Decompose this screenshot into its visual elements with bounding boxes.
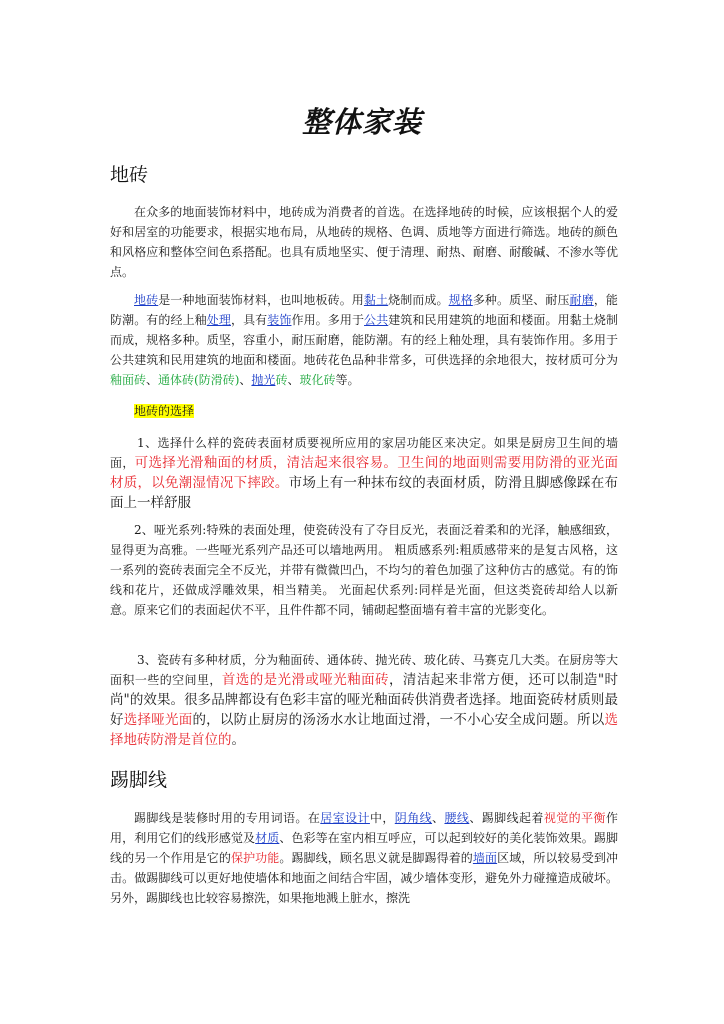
text-run: ，能防潮。有的经上釉 xyxy=(110,293,618,327)
paragraph-intro: 在众多的地面装饰材料中，地砖成为消费者的首选。在选择地砖的时候，应该根据个人的爱好和居室的功能要求，根据实地布局，从地砖的规格、色调、质地等方面进行筛选。地砖的颜色和风格应和整体空间色系搭配。也具有质地坚实、便于清理、耐热、耐磨、耐酸碱、不渗水等优点。 xyxy=(110,205,618,279)
text-run: 烧制而成。 xyxy=(388,293,449,307)
text-run: 中， xyxy=(369,811,395,825)
text-run: 是一种地面装饰材料，也叫地板砖。用 xyxy=(158,293,364,307)
text-run: 等。 xyxy=(335,373,360,387)
paragraph-skirting xyxy=(110,808,618,908)
paragraph-selection-3 xyxy=(110,650,618,750)
term-glazed-tile: 釉面砖 xyxy=(110,373,147,387)
paragraph-selection-1 xyxy=(110,433,618,513)
text-run: 、 xyxy=(432,811,445,825)
text-run: 作用，利用它们的线形感觉及 xyxy=(110,811,618,845)
paragraph-definition xyxy=(110,290,618,390)
link-decoration[interactable]: 装饰 xyxy=(267,313,292,327)
link-polished[interactable]: 抛光 xyxy=(251,373,276,387)
highlight-red-text: 选择地砖防滑是首位的 xyxy=(110,712,619,748)
text-run: 踢脚线是装修时用的专用词语。在 xyxy=(134,811,321,825)
text-run: 多种。质坚、耐压 xyxy=(472,293,570,307)
text-run: 1、选择什么样的瓷砖表面材质要视所应用的家居功能区来决定。如果是厨房卫生间的墙面， xyxy=(110,436,618,470)
text-run: 建筑和民用建筑的地面和楼面。用黏土烧制而成，规格多种。质坚，容重小，耐压耐磨，能防潮。有的经上釉处理，具有装饰作用。多用于公共建筑和民用建筑的地面和楼面。地砖花色品种非常多，可供选择的余地很大，按材质可分为 xyxy=(110,313,618,367)
text-run: 的，以防止厨房的汤汤水水让地面过滑，一不小心安全成问题。所以 xyxy=(192,712,605,728)
highlighted-subheading: 地砖的选择 xyxy=(134,404,195,418)
paragraph-selection-2: 2、哑光系列:特殊的表面处理，使瓷砖没有了夺目反光，表面泛着柔和的光泽，触感细致，显得更为高雅。一些哑光系列产品还可以墙地两用。 粗质感系列:粗质感带来的是复古风格，这一系列的瓷砖表面完全不反光，并带有微微凹凸，不均匀的着色加强了这种仿古的感觉。有的饰线和花片，还做成浮雕效果，相当精美。 光面起伏系列:同样是光面，但这类瓷砖却给人以新意。原来它们的表面起伏不平，且件件都不同，铺砌起整面墙有着丰富的光影变化。 xyxy=(110,523,618,617)
highlight-red-text: 可选择光滑釉面的材质，清洁起来很容易。卫生间的地面则需要用防滑的亚光面材质，以免潮湿情况下摔跤。 xyxy=(110,455,618,491)
text-run: 。踢脚线，顾名思义就是脚踢得着的 xyxy=(279,851,473,865)
highlight-red-text: 首选的是光滑或哑光釉面砖 xyxy=(221,672,389,688)
text-run: 、踢脚线起着 xyxy=(469,811,544,825)
text-run: 区域，所以较易受到冲击。做踢脚线可以更好地使墙体和地面之间结合牢固，减少墙体变形，避免外力碰撞造成破坏。另外，踢脚线也比较容易擦洗，如果拖地溅上脏水，擦洗 xyxy=(110,851,618,905)
text-run: 、 xyxy=(287,373,300,387)
highlight-red-text: 视觉的平衡 xyxy=(543,811,606,825)
text-run: 。 xyxy=(231,732,245,748)
section-heading-floor-tile: 地砖 xyxy=(110,164,149,186)
link-waist-line[interactable]: 腰线 xyxy=(444,811,470,825)
text-run: 、 xyxy=(146,373,159,387)
link-wear-resistant[interactable]: 耐磨 xyxy=(569,293,594,307)
highlight-red-text: 选择哑光面 xyxy=(123,712,193,728)
link-treatment[interactable]: 处理 xyxy=(206,313,231,327)
term-tile: 砖 xyxy=(275,373,288,387)
text-run: 3、瓷砖有多种材质，分为釉面砖、通体砖、抛光砖、玻化砖、马赛克几大类。在厨房等大面积一些的空间里， xyxy=(110,653,618,687)
term-vitrified-tile: 玻化砖 xyxy=(299,373,336,387)
text-run: 、色彩等在室内相互呼应，可以起到较好的美化装饰效果。踢脚线的另一个作用是它的 xyxy=(110,831,618,865)
link-public[interactable]: 公共 xyxy=(364,313,389,327)
link-floor-tile[interactable]: 地砖 xyxy=(134,293,159,307)
link-wall[interactable]: 墙面 xyxy=(472,851,498,865)
page-title: 整体家装 xyxy=(301,105,422,139)
text-run: 、 xyxy=(239,373,252,387)
highlight-red-text: 保护功能 xyxy=(230,851,280,865)
link-room-design[interactable]: 居室设计 xyxy=(320,811,370,825)
term-full-body-tile: 通体砖(防滑砖) xyxy=(158,373,240,387)
text-run: 市场上有一种抹布纹的表面材质，防滑且脚感像踩在布面上一样舒服 xyxy=(110,475,619,511)
link-material[interactable]: 材质 xyxy=(255,831,280,845)
text-run: ，清洁起来非常方便，还可以制造"时尚"的效果。很多品牌都设有色彩丰富的哑光釉面砖供消费者选择。地面瓷砖材质则最好 xyxy=(110,672,618,728)
text-run: ，具有 xyxy=(230,313,268,327)
section-heading-skirting: 踢脚线 xyxy=(110,769,168,791)
link-clay[interactable]: 黏土 xyxy=(363,293,389,307)
link-corner-line[interactable]: 阴角线 xyxy=(394,811,433,825)
text-run: 作用。多用于 xyxy=(291,313,365,327)
subheading-tile-selection xyxy=(134,402,194,419)
link-spec[interactable]: 规格 xyxy=(448,293,473,307)
